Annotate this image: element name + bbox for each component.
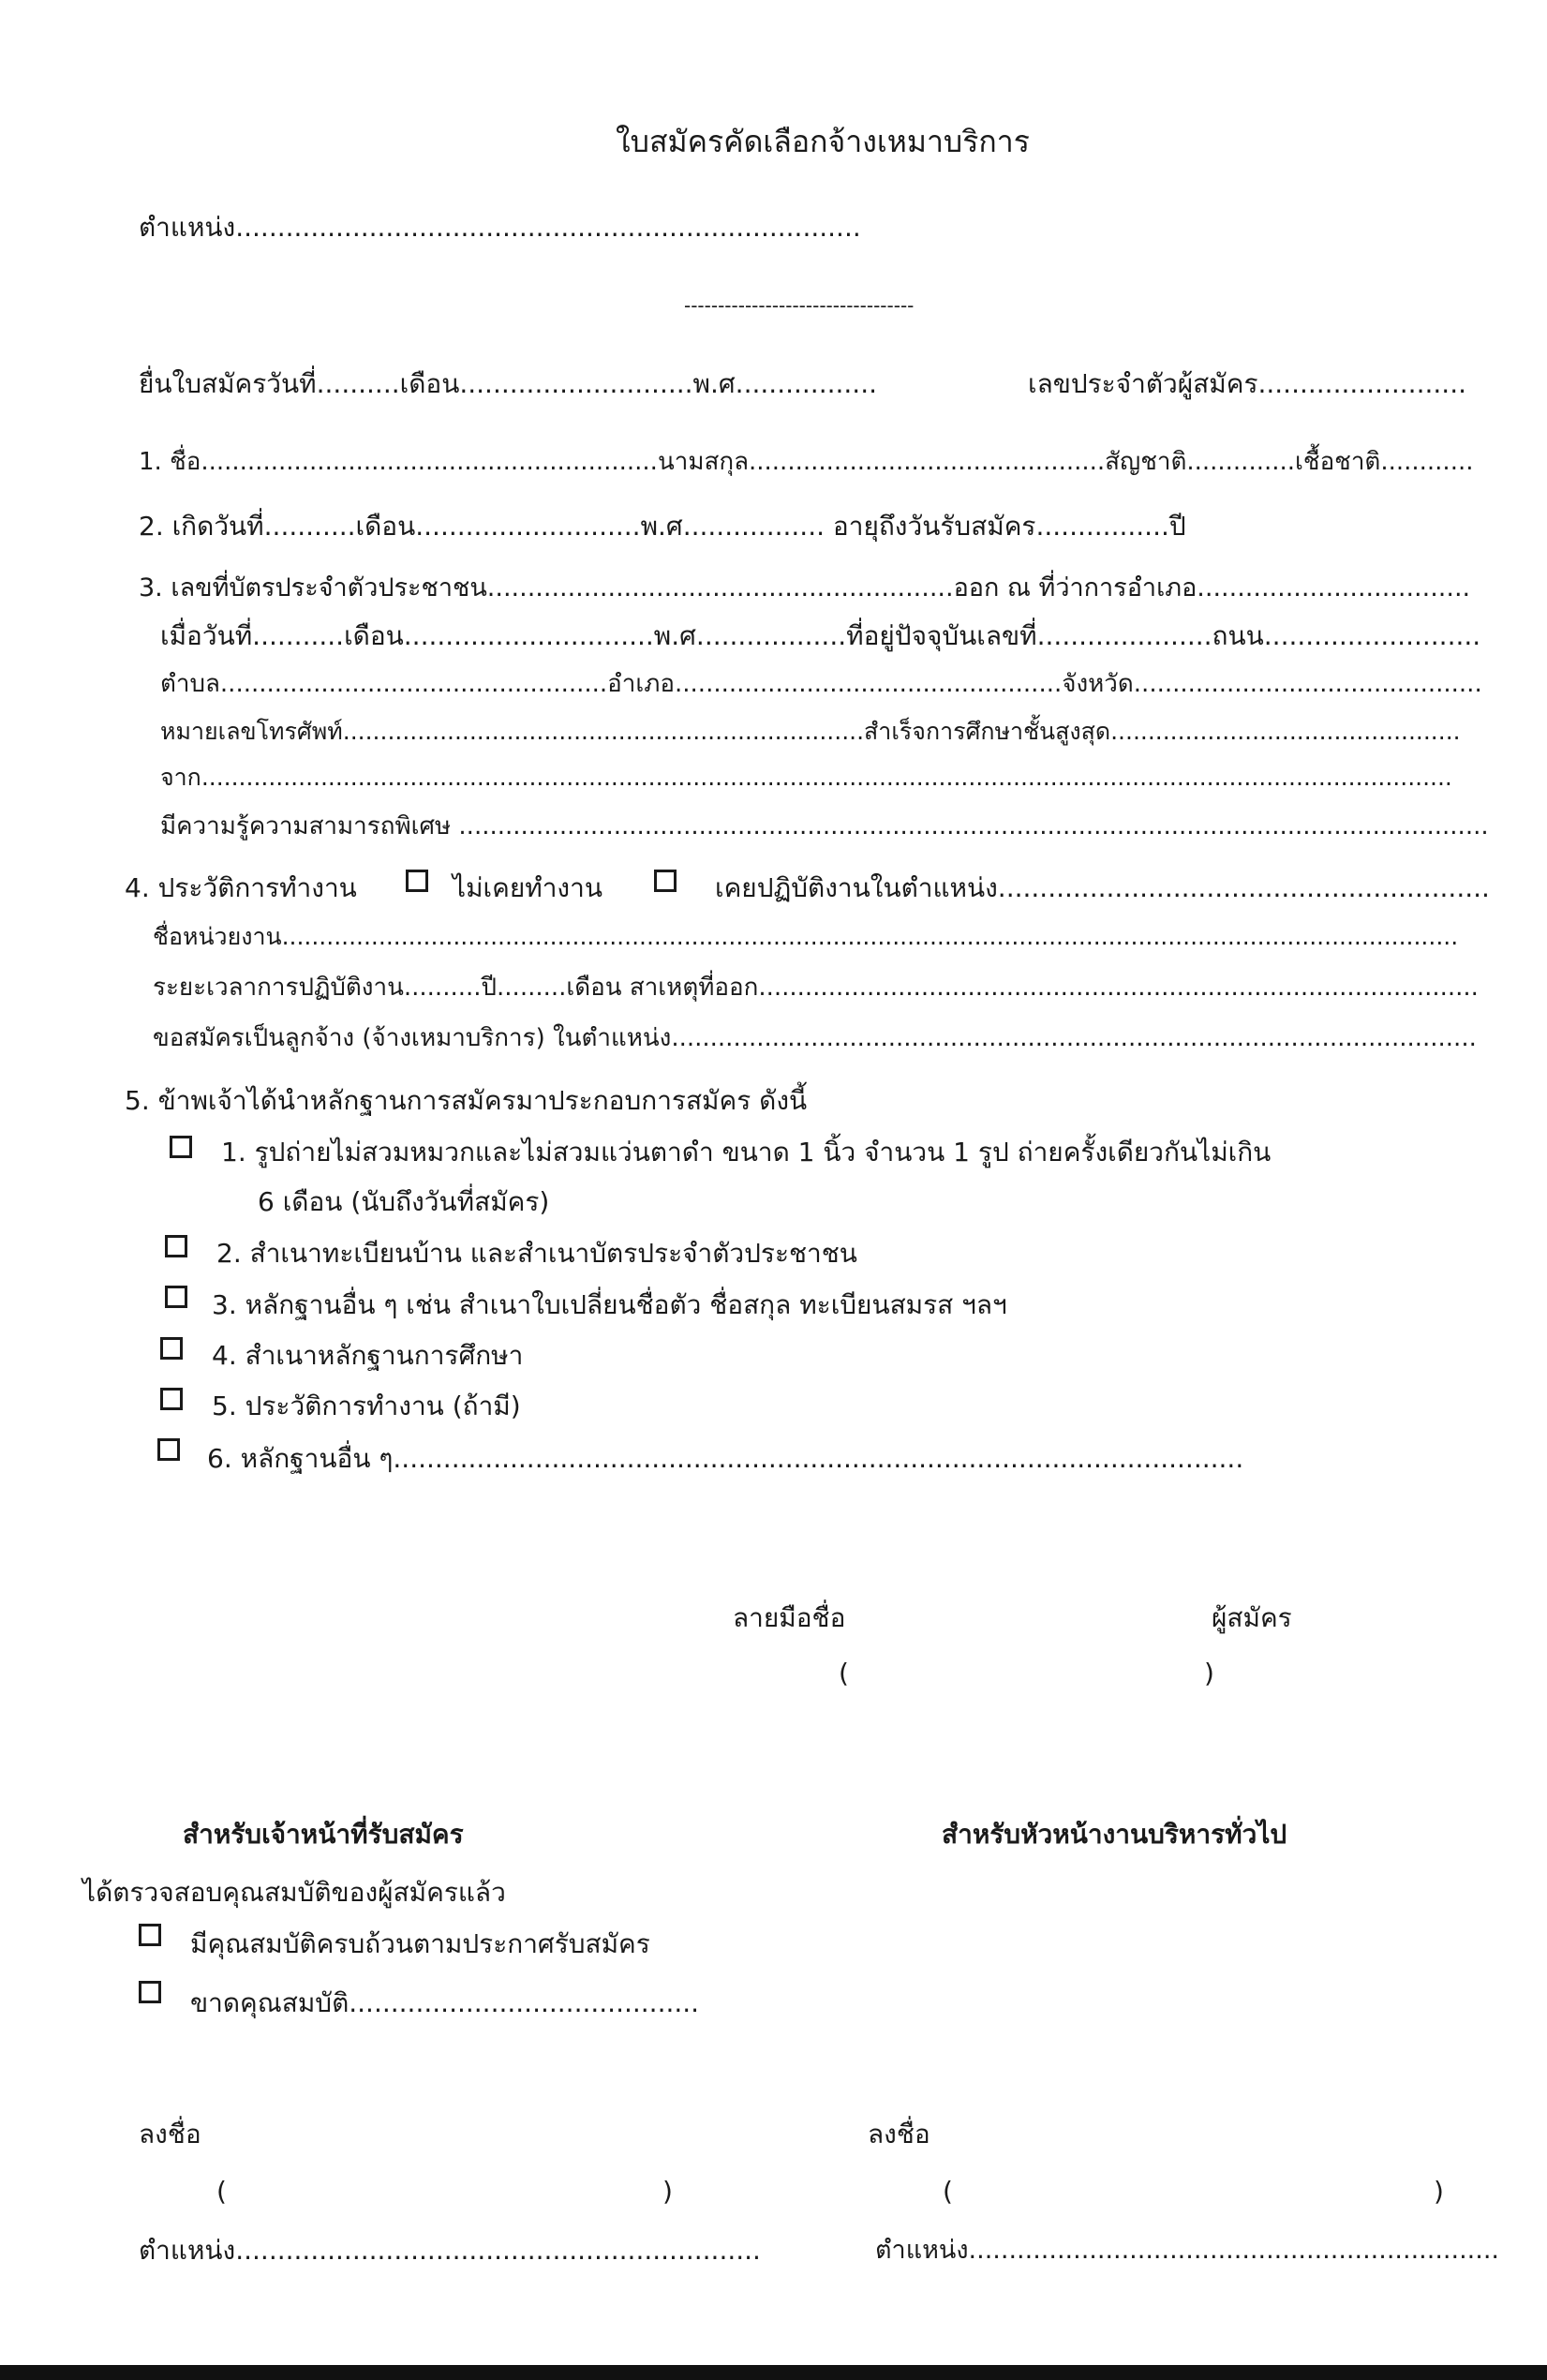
- supervisor-heading: สำหรับหัวหน้างานบริหารทั่วไป: [942, 1819, 1287, 1850]
- work-history-label: 4. ประวัติการทำงาน: [125, 872, 357, 903]
- applicant-name-open-paren: (: [839, 1658, 849, 1688]
- id-card-row[interactable]: 3. เลขที่บัตรประจำตัวประชาชน..........................................................ออก ณ ที่ว่าการอำเภอ..................................: [139, 573, 1471, 602]
- doc-other-field[interactable]: 6. หลักฐานอื่น ๆ......................................................................................................: [207, 1443, 1244, 1474]
- officer-sign-label: ลงชื่อ: [139, 2119, 201, 2149]
- signature-label: ลายมือชื่อ: [733, 1602, 846, 1633]
- doc-photo-label-continued: 6 เดือน (นับถึงวันที่สมัคร): [258, 1186, 550, 1217]
- doc-other-evidence-checkbox[interactable]: [165, 1286, 187, 1308]
- supervisor-close-paren: ): [1434, 2176, 1444, 2207]
- worked-before-checkbox[interactable]: [654, 870, 677, 892]
- work-duration-reason-field[interactable]: ระยะเวลาการปฏิบัติงาน..........ปี.........เดือน สาเหตุที่ออก.............................................................................................: [153, 974, 1479, 1002]
- doc-house-registration-checkbox[interactable]: [165, 1235, 187, 1257]
- doc-other-checkbox[interactable]: [157, 1438, 180, 1461]
- doc-work-history-label: 5. ประวัติการทำงาน (ถ้ามี): [212, 1391, 521, 1421]
- qualified-label: มีคุณสมบัติครบถ้วนตามประกาศรับสมัคร: [190, 1928, 650, 1959]
- not-qualified-checkbox[interactable]: [139, 1981, 161, 2003]
- supervisor-position-field[interactable]: ตำแหน่ง..................................................................: [875, 2236, 1499, 2265]
- not-qualified-field[interactable]: ขาดคุณสมบัติ..........................................: [190, 1987, 700, 2018]
- officer-open-paren: (: [216, 2176, 227, 2207]
- phone-education-row[interactable]: หมายเลขโทรศัพท์......................................................................สำเร็จการศึกษาชั้นสูงสุด...............................................: [160, 718, 1461, 745]
- supervisor-sign-label: ลงชื่อ: [868, 2119, 930, 2149]
- applicant-number-field[interactable]: เลขประจำตัวผู้สมัคร.........................: [1028, 368, 1466, 399]
- applicant-role-label: ผู้สมัคร: [1212, 1602, 1292, 1633]
- form-title: ใบสมัครคัดเลือกจ้างเหมาบริการ: [616, 124, 1030, 159]
- doc-education-label: 4. สำเนาหลักฐานการศึกษา: [212, 1340, 524, 1371]
- doc-photo-checkbox[interactable]: [170, 1136, 192, 1158]
- officer-position-field[interactable]: ตำแหน่ง...............................................................: [139, 2235, 761, 2266]
- never-worked-checkbox[interactable]: [406, 870, 428, 892]
- applicant-name-close-paren: ): [1204, 1658, 1214, 1688]
- officer-close-paren: ): [662, 2176, 673, 2207]
- organization-name-field[interactable]: ชื่อหน่วยงาน..............................................................................................................................................................: [153, 923, 1459, 950]
- supervisor-open-paren: (: [943, 2176, 953, 2207]
- documents-heading: 5. ข้าพเจ้าได้นำหลักฐานการสมัครมาประกอบการสมัคร ดังนี้: [125, 1085, 808, 1116]
- doc-education-checkbox[interactable]: [160, 1337, 183, 1360]
- doc-photo-label: 1. รูปถ่ายไม่สวมหมวกและไม่สวมแว่นตาดำ ขนาด 1 นิ้ว จำนวน 1 รูป ถ่ายครั้งเดียวกันไม่เกิน: [221, 1137, 1272, 1168]
- worked-before-field[interactable]: เคยปฏิบัติงานในตำแหน่ง...........................................................: [715, 872, 1490, 903]
- apply-position-field[interactable]: ขอสมัครเป็นลูกจ้าง (จ้างเหมาบริการ) ในตำแหน่ง........................................................................................................: [153, 1024, 1477, 1052]
- education-from-row[interactable]: จาก........................................................................................................................................................................: [160, 764, 1452, 791]
- issue-date-address-row[interactable]: เมื่อวันที่...........เดือน..............................พ.ศ..................ที่อยู่ปัจจุบันเลขที่.....................ถนน..........................: [160, 620, 1481, 651]
- birth-date-row[interactable]: 2. เกิดวันที่...........เดือน...........................พ.ศ................. อายุถึงวันรับสมัคร................ปี: [139, 511, 1186, 542]
- position-applied-field[interactable]: ตำแหน่ง...........................................................................: [139, 212, 861, 243]
- qualified-checkbox[interactable]: [139, 1924, 161, 1946]
- separator-line: ----------------------------------: [684, 294, 915, 317]
- doc-work-history-checkbox[interactable]: [160, 1388, 183, 1410]
- subdistrict-row[interactable]: ตำบล..................................................อำเภอ..................................................จังหวัด.............................................: [160, 670, 1482, 698]
- never-worked-label: ไม่เคยทำงาน: [453, 872, 602, 903]
- name-row[interactable]: 1. ชื่อ...........................................................นามสกุล..............................................สัญชาติ..............เชื้อชาติ............: [139, 448, 1474, 476]
- officer-heading: สำหรับเจ้าหน้าที่รับสมัคร: [183, 1819, 464, 1850]
- special-skills-row[interactable]: มีความรู้ความสามารถพิเศษ .....................................................................................................................................: [160, 812, 1489, 840]
- doc-house-registration-label: 2. สำเนาทะเบียนบ้าน และสำเนาบัตรประจำตัวประชาชน: [216, 1238, 857, 1269]
- officer-check-text: ได้ตรวจสอบคุณสมบัติของผู้สมัครแล้ว: [82, 1877, 506, 1908]
- doc-other-evidence-label: 3. หลักฐานอื่น ๆ เช่น สำเนาใบเปลี่ยนชื่อตัว ชื่อสกุล ทะเบียนสมรส ฯลฯ: [212, 1289, 1007, 1320]
- scan-bottom-edge: [0, 2365, 1547, 2380]
- application-date-field[interactable]: ยื่นใบสมัครวันที่..........เดือน............................พ.ศ.................: [139, 368, 877, 399]
